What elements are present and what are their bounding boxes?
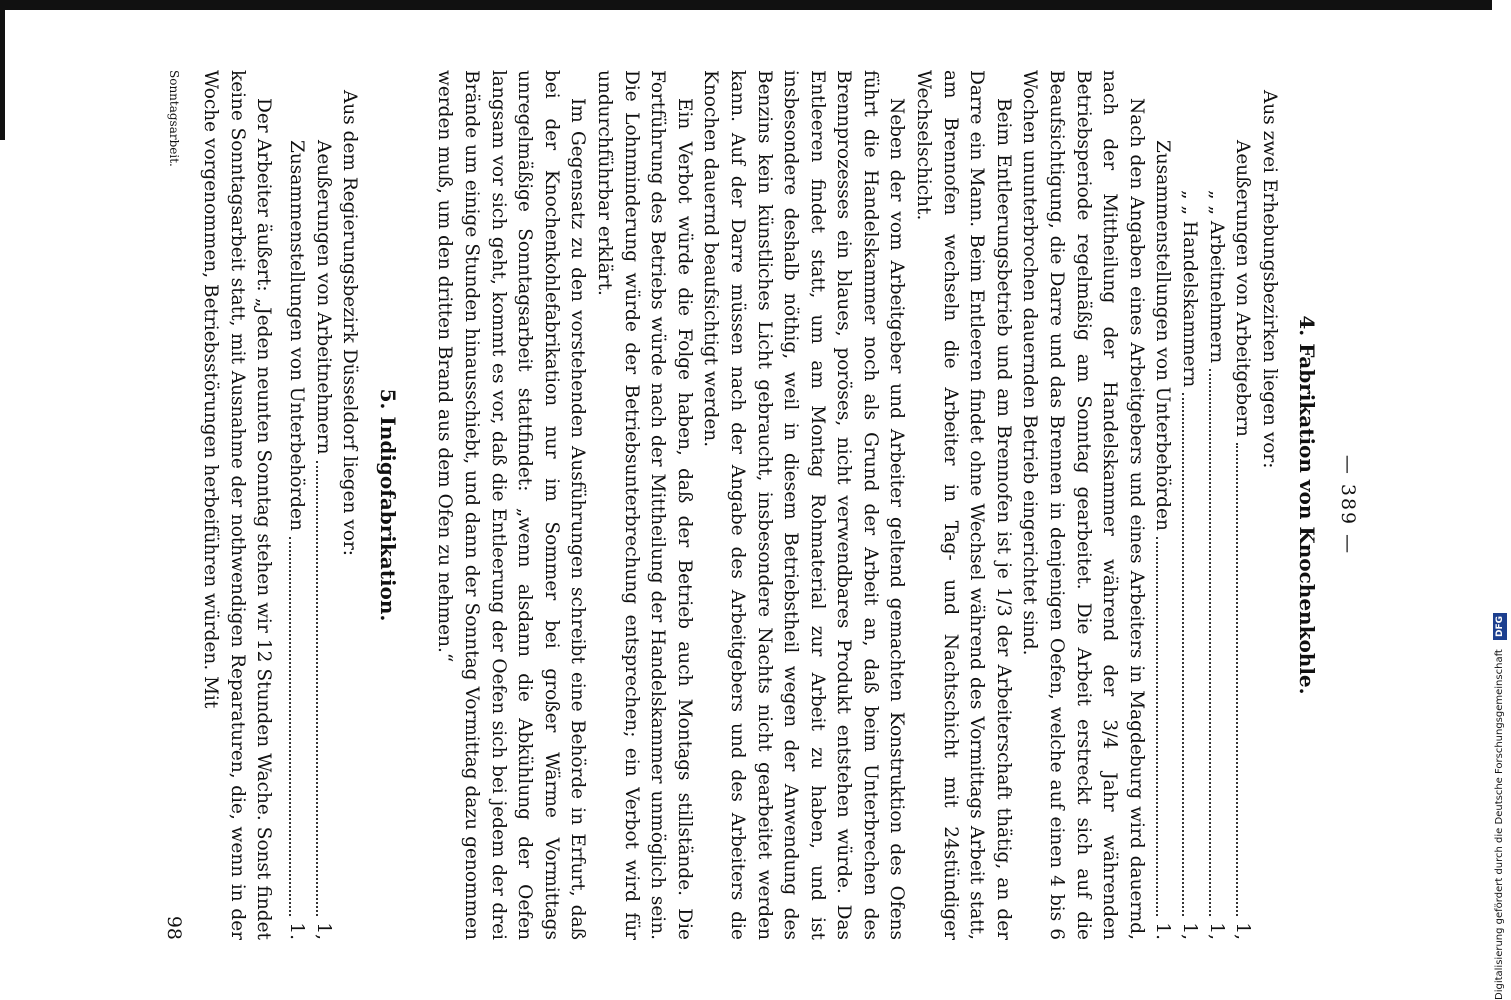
footer-catchword-left: Sonntagsarbeit. xyxy=(166,70,181,167)
list-item xyxy=(309,70,336,940)
section-5-title: 5. Indigofabrikation. xyxy=(375,388,400,622)
section-4-title: 4. Fabrikation von Knochenkohle. xyxy=(1295,315,1320,695)
leader-dots xyxy=(1209,369,1229,916)
list-item xyxy=(1149,70,1176,940)
list-item-label: Aeußerungen von Arbeitnehmern xyxy=(312,140,334,455)
section-5-intro: Aus dem Regierungsbezirk Düsseldorf liegen vor: xyxy=(339,90,361,557)
list-item-value: 1, xyxy=(1179,922,1201,940)
rotated-document-page xyxy=(152,10,1377,1000)
list-item xyxy=(1229,70,1256,940)
list-item-label: Zusammenstellungen von Unterbehörden xyxy=(286,140,308,531)
list-item-value: 1, xyxy=(1205,922,1227,940)
list-item-value: 1, xyxy=(312,922,334,940)
body-paragraph: Beim Entleerungsbetrieb und am Brennofen ist je 1/3 der Arbeiterschaft thätig, an der Darre ein Mann. Beim Entleeren findet ohne Wechsel während des Vormittags Arbeit statt, am Brennofen wechseln die Arbeiter in Tag- und Nachtschicht mit 24stündiger Wechselschicht. xyxy=(913,70,1014,940)
body-paragraph: Der Arbeiter äußert: „Jeden neunten Sonntag stehen wir 12 Stunden Wache. Sonst findet keine Sonntagsarbeit statt, mit Ausnahme der nothwendigen Reparaturen, die, wenn in der Woche vorgenommen, Betriebsstörungen herbeiführen würden. Mit xyxy=(200,70,275,940)
list-item-value: 1, xyxy=(1232,922,1254,940)
digitization-credit-text xyxy=(1489,608,1511,1000)
footer-signature-mark: 98 xyxy=(162,915,185,940)
page-footer xyxy=(160,70,187,940)
digitization-credit xyxy=(1489,608,1511,1000)
section-4-intro: Aus zwei Erhebungsbezirken liegen vor: xyxy=(1258,90,1280,469)
list-item-value: 1. xyxy=(286,922,308,940)
body-paragraph: Ein Verbot würde die Folge haben, daß der Betrieb auch Montags stillstände. Die Fortführung des Betriebs würde nach der Mittheilung der Handelskammer unmöglich sein. Die Lohnminderung würde der Betriebsunterbrechung entsprechen; ein Verbot wird für undurchführbar erklärt. xyxy=(593,70,695,940)
list-item-label: Zusammenstellungen von Unterbehörden xyxy=(1152,140,1174,531)
list-item xyxy=(282,70,309,940)
list-item-label: „ „ Handelskammern xyxy=(1179,190,1201,388)
page-number: — 389 — xyxy=(1337,454,1359,556)
scan-left-edge xyxy=(0,0,5,140)
body-paragraph: Nach den Angaben eines Arbeitgebers und eines Arbeiters in Magdeburg wird dauernd, nach der Mittheilung der Handelskammer während der 3/4 Jahr währenden Betriebsperiode regelmäßig am Sonntag gearbeitet. Die Arbeit erstreckt sich auf die Beaufsichtigung, die Darre und das Brennen in denjenigen Oefen, welche auf einen 4 bis 6 Wochen ununterbrochen dauernden Betrieb eingerichtet sind. xyxy=(1019,70,1147,940)
leader-dots xyxy=(289,537,309,916)
list-item-label: „ „ Arbeitnehmern xyxy=(1205,190,1227,364)
body-paragraph: Neben der vom Arbeitgeber und Arbeiter geltend gemachten Konstruktion des Ofens führt die Handelskammer noch als Grund der Arbeit an, daß beim Unterbrechen des Brennprozesses ein blaues, poröses, nicht verwendbares Produkt entstehen würde. Das Entleeren findet statt, um am Montag Rohmaterial zur Arbeit zu haben, und ist insbesondere deshalb nöthig, weil in diesem Betriebstheil wegen der Anwendung des Benzins kein künstliches Licht gebraucht, insbesondere Nachts nicht gearbeitet werden kann. Auf der Darre müssen nach der Angabe des Arbeitgebers und des Arbeiters die Knochen dauernd beaufsichtigt werden. xyxy=(700,70,908,940)
scan-top-border xyxy=(0,0,1511,10)
dfg-logo-icon: DFG xyxy=(1493,613,1507,640)
leader-dots xyxy=(1156,537,1176,916)
leader-dots xyxy=(1182,393,1202,916)
list-item-label: Aeußerungen von Arbeitgebern xyxy=(1232,140,1254,437)
digitization-note: Digitalisierung gefördert durch die Deutsche Forschungsgemeinschaft xyxy=(1494,649,1505,1000)
leader-dots xyxy=(1236,443,1256,916)
leader-dots xyxy=(316,461,336,917)
list-item xyxy=(1175,70,1202,940)
body-paragraph: Im Gegensatz zu den vorstehenden Ausführungen schreibt eine Behörde in Erfurt, daß bei der Knochenkohlefabrikation nur im Sommer bei großer Wärme Vormittags unregelmäßige Sonntagsarbeit stattfindet: „wenn alsdann die Abkühlung der Oefen langsam vor sich geht, kommt es vor, daß die Entleerung der Oefen sich bei jedem der drei Brände um einige Stunden hinausschiebt, und dann der Sonntag Vormittag dazu genommen werden muß, um den dritten Brand aus dem Ofen zu nehmen.“ xyxy=(434,70,589,940)
list-item xyxy=(1202,70,1229,940)
list-item-value: 1. xyxy=(1152,922,1174,940)
